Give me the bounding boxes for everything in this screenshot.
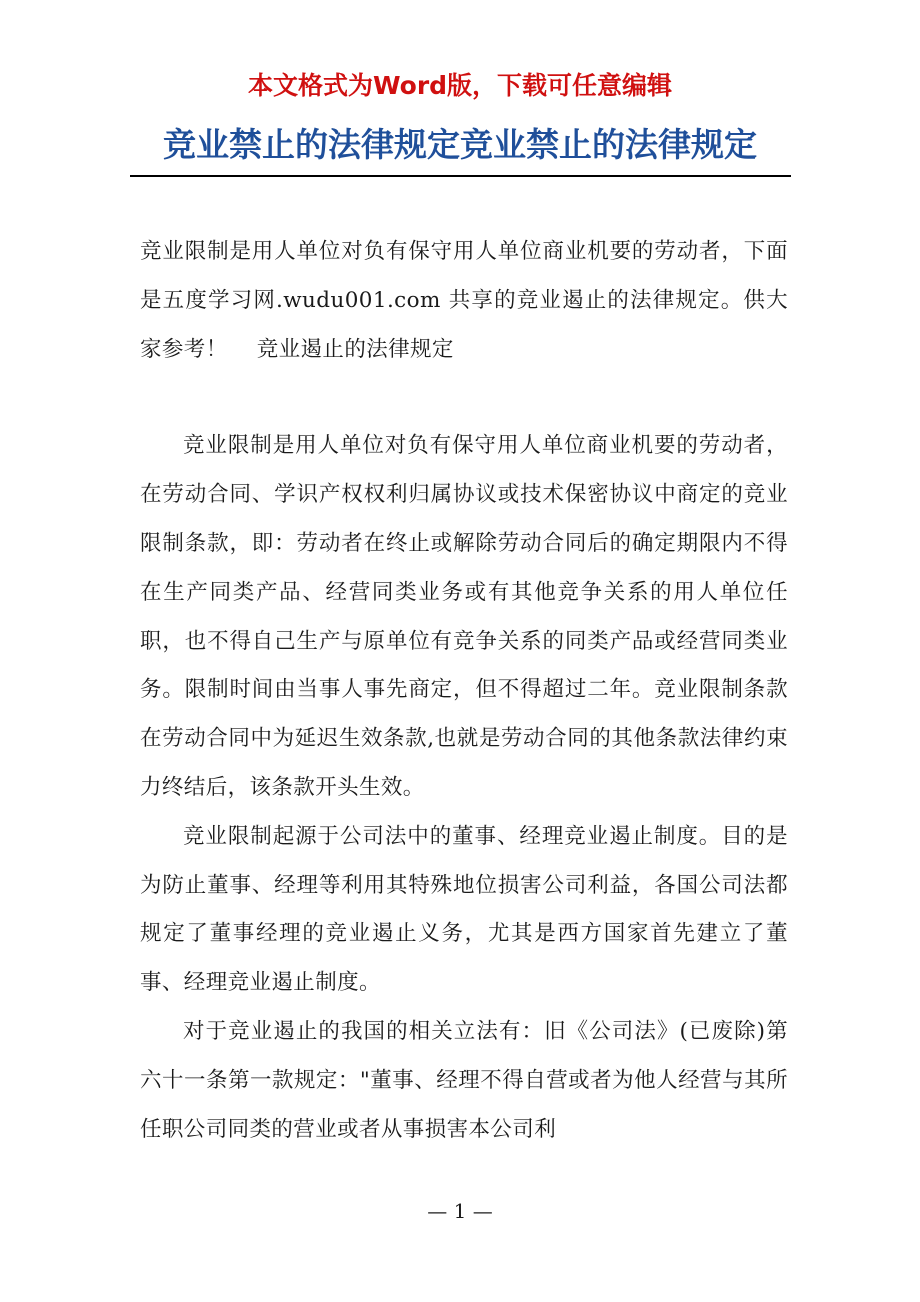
- page-number: — 1 —: [427, 1199, 493, 1223]
- title-divider: [130, 175, 791, 177]
- body-paragraph-2: 竞业限制起源于公司法中的董事、经理竞业遏止制度。目的是为防止董事、经理等利用其特殊地位损害公司利益，各国公司法都规定了董事经理的竞业遏止义务，尤其是西方国家首先建立了董事、经理竞业遏止制度。: [140, 823, 788, 996]
- body-paragraph-1: 竞业限制是用人单位对负有保守用人单位商业机要的劳动者，在劳动合同、学识产权权利归属协议或技术保密协议中商定的竞业限制条款，即：劳动者在终止或解除劳动合同后的确定期限内不得在生产同类产品、经营同类业务或有其他竞争关系的用人单位任职，也不得自己生产与原单位有竞争关系的同类产品或经营同类业务。限制时间由当事人事先商定，但不得超过二年。竞业限制条款在劳动合同中为延迟生效条款,也就是劳动合同的其他条款法律约束力终结后，该条款开头生效。: [140, 433, 788, 800]
- document-title: 竞业禁止的法律规定竞业禁止的法律规定: [163, 125, 757, 164]
- intro-paragraph: 竞业限制是用人单位对负有保守用人单位商业机要的劳动者，下面是五度学习网.wudu001.com 共享的竞业遏止的法律规定。供大家参考！ 竞业遏止的法律规定: [140, 239, 788, 362]
- document-body: [140, 228, 788, 1154]
- format-banner: 本文格式为Word版，下载可任意编辑: [247, 71, 673, 100]
- body-paragraph-3: 对于竞业遏止的我国的相关立法有：旧《公司法》(已废除)第六十一条第一款规定："董事、经理不得自营或者为他人经营与其所任职公司同类的营业或者从事损害本公司利: [140, 1018, 788, 1142]
